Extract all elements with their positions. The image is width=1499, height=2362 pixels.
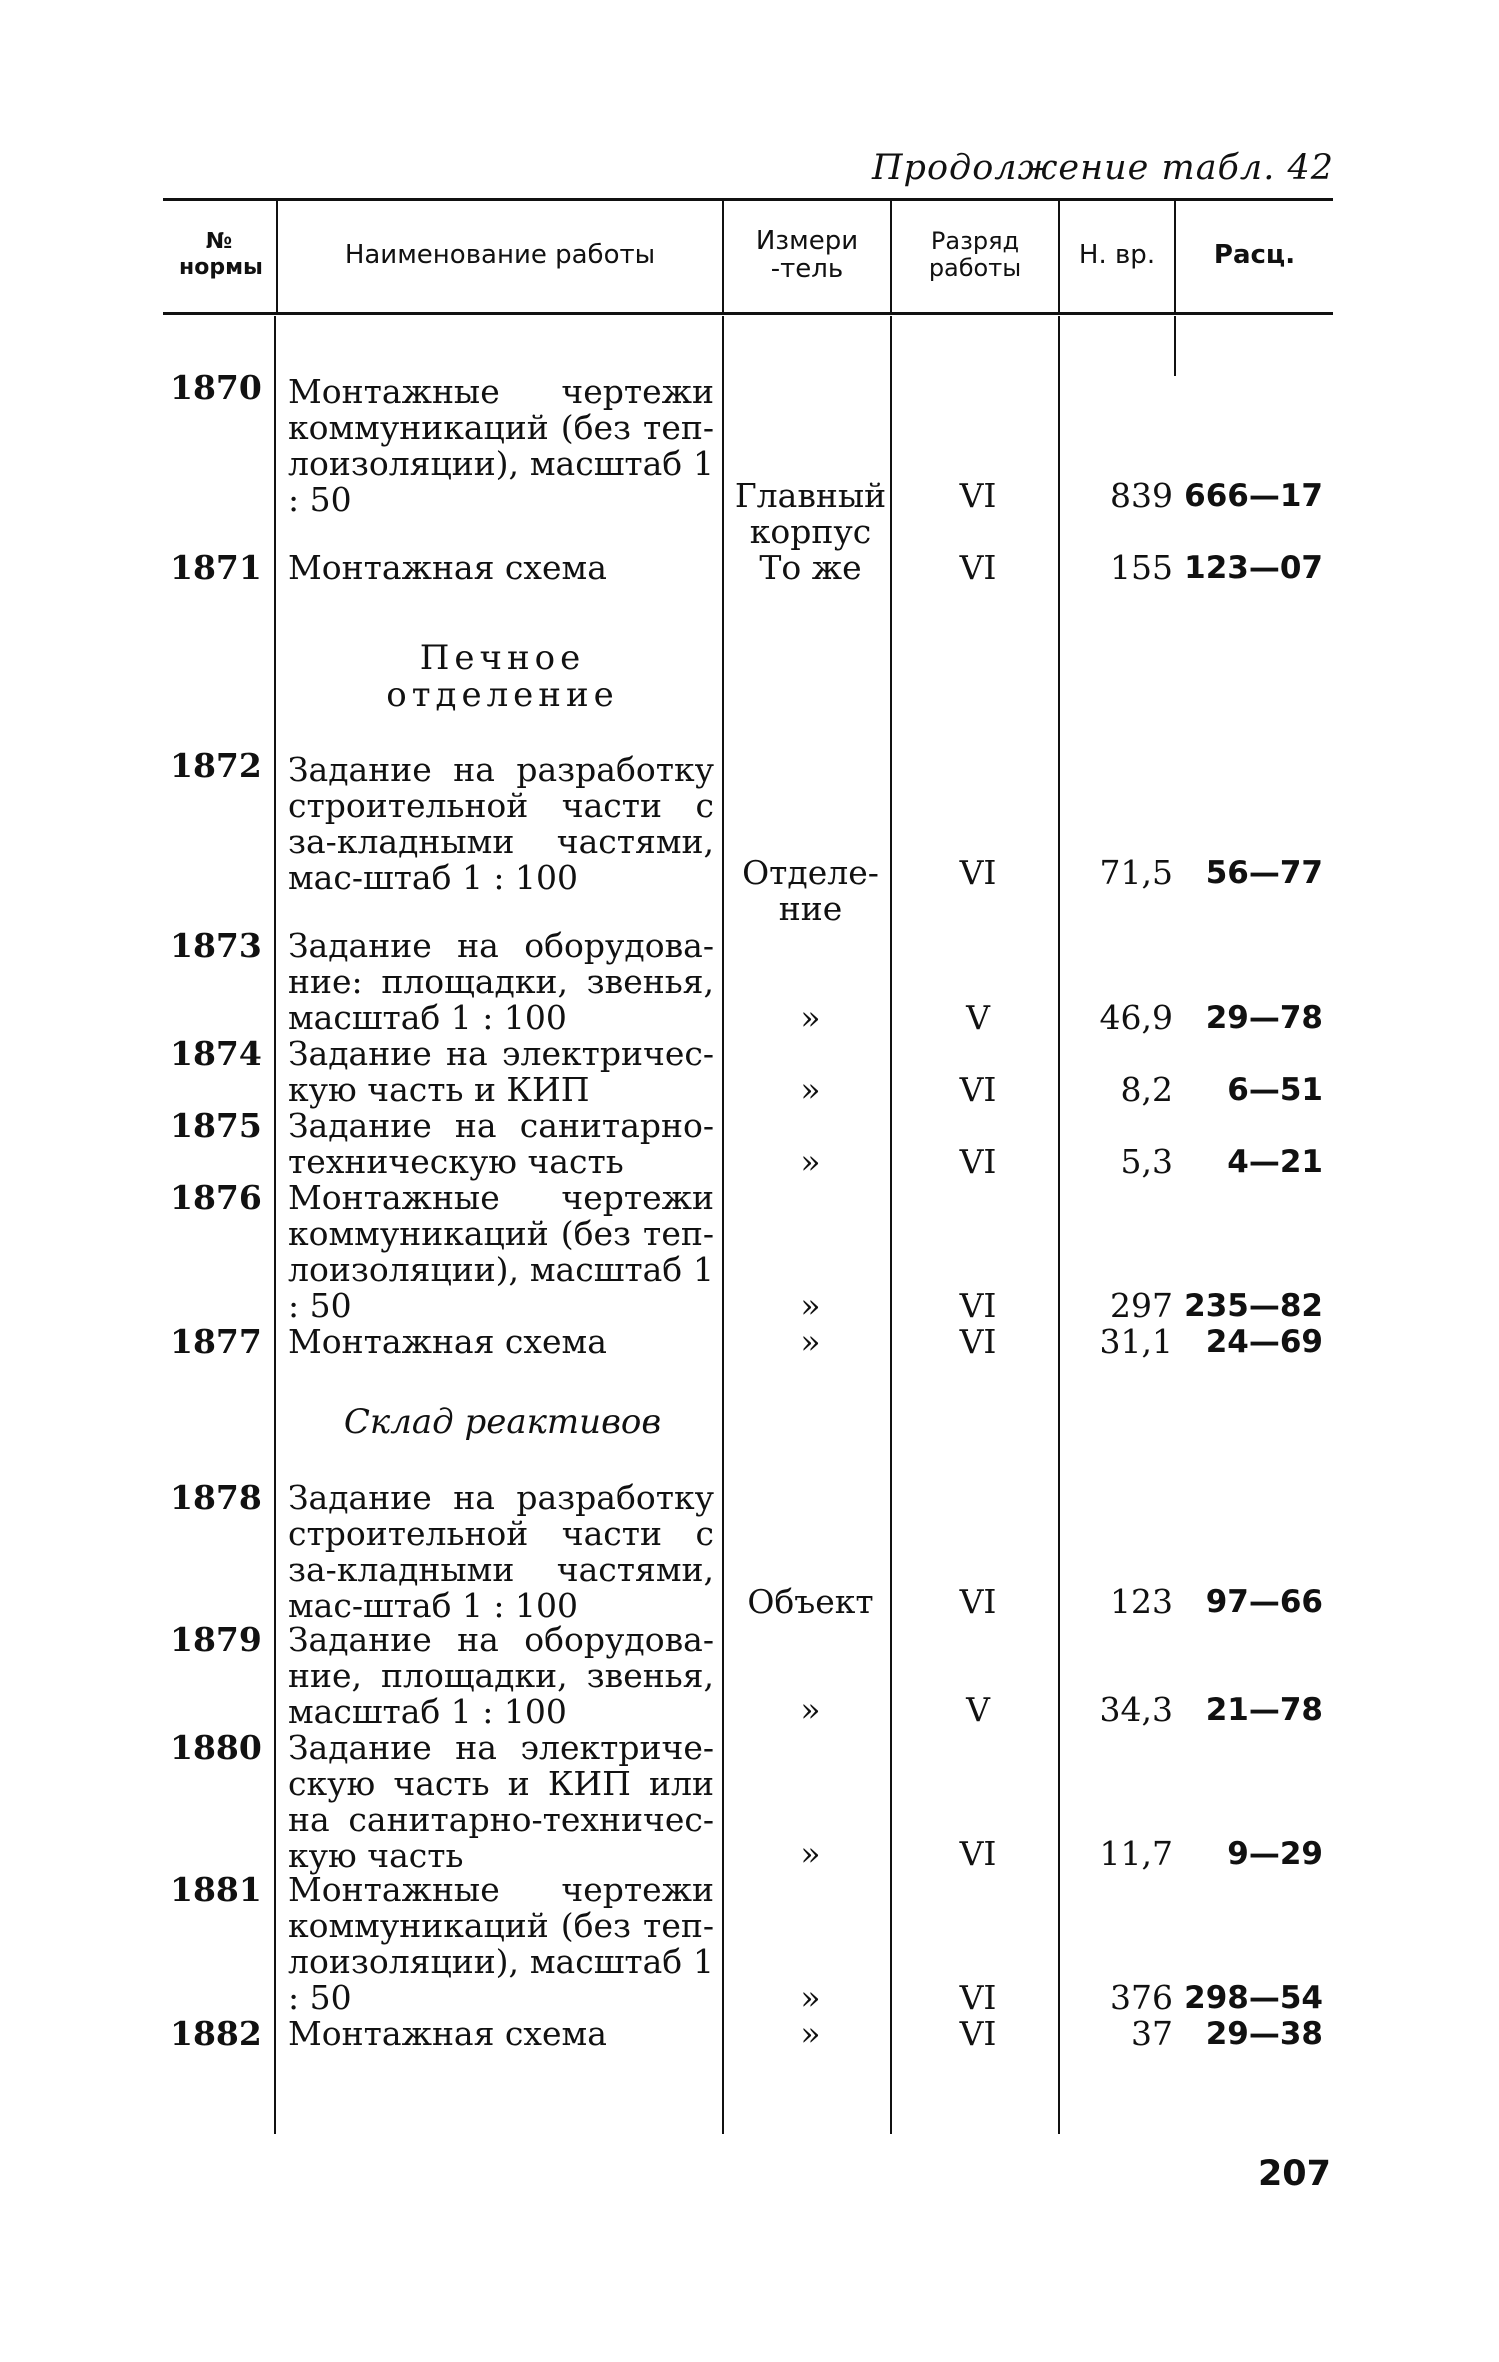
row-hours: 71,5: [1099, 853, 1173, 892]
row-number: 1870: [170, 368, 262, 407]
column-divider: [274, 316, 276, 2134]
row-grade: VI: [959, 1582, 997, 1621]
row-number: 1871: [170, 548, 262, 587]
header-rate: [1176, 200, 1333, 310]
row-work-name: Задание на электриче-скую часть и КИП или на санитарно-техничес-кую часть: [288, 1728, 714, 1875]
row-number: 1876: [170, 1178, 262, 1217]
row-work-name: Задание на разработку строительной части с за-кладными частями, мас-штаб 1 : 100: [288, 750, 714, 897]
row-hours: 46,9: [1099, 998, 1173, 1037]
row-rate: 24—69: [1205, 1324, 1323, 1360]
row-hours: 37: [1131, 2014, 1173, 2053]
row-number: 1877: [170, 1322, 262, 1361]
header-hours: [1060, 200, 1174, 310]
row-measure: Главный корпус: [734, 476, 887, 551]
row-rate: 56—77: [1205, 855, 1323, 891]
row-measure: Отделе-ние: [742, 853, 879, 928]
row-measure: »: [800, 1690, 821, 1729]
row-work-name: Задание на санитарно-техническую часть: [288, 1106, 714, 1181]
section-heading-reagent-store: Склад реактивов: [343, 1402, 662, 1442]
row-number: 1882: [170, 2014, 262, 2053]
row-measure: »: [800, 1322, 821, 1361]
row-measure: Объект: [747, 1582, 874, 1621]
row-work-name: Задание на электричес-кую часть и КИП: [288, 1034, 714, 1109]
row-grade: VI: [959, 1142, 997, 1181]
row-hours: 5,3: [1120, 1142, 1173, 1181]
row-grade: VI: [959, 548, 997, 587]
row-rate: 29—78: [1205, 1000, 1323, 1036]
row-rate: 666—17: [1184, 478, 1323, 514]
row-number: 1873: [170, 926, 262, 965]
row-number: 1872: [170, 746, 262, 785]
header-grade-label: Разряд работы: [928, 227, 1022, 282]
row-rate: 4—21: [1227, 1144, 1323, 1180]
row-grade: VI: [959, 1978, 997, 2017]
row-grade: VI: [959, 1070, 997, 1109]
row-hours: 31,1: [1099, 1322, 1173, 1361]
header-hours-label: Н. вр.: [1078, 240, 1156, 270]
row-rate: 29—38: [1205, 2016, 1323, 2052]
page-number: 207: [1257, 2154, 1331, 2194]
row-measure: »: [800, 1978, 821, 2017]
row-measure: »: [800, 1070, 821, 1109]
section-heading-furnace-line1: Печное: [419, 638, 586, 678]
row-work-name: Монтажные чертежи коммуникаций (без теп-лоизоляции), масштаб 1 : 50: [288, 372, 714, 519]
header-name: [278, 200, 722, 310]
row-number: 1879: [170, 1620, 262, 1659]
row-rate: 9—29: [1227, 1836, 1323, 1872]
row-hours: 155: [1110, 548, 1173, 587]
row-measure: »: [800, 1834, 821, 1873]
row-grade: VI: [959, 2014, 997, 2053]
row-work-name: Монтажные чертежи коммуникаций (без теп-лоизоляции), масштаб 1 : 50: [288, 1870, 714, 2017]
row-hours: 8,2: [1120, 1070, 1173, 1109]
row-grade: VI: [959, 1322, 997, 1361]
header-bottom-rule: [163, 312, 1333, 315]
row-measure: »: [800, 998, 821, 1037]
row-work-name: Монтажная схема: [288, 1322, 607, 1361]
row-hours: 34,3: [1099, 1690, 1173, 1729]
row-work-name: Монтажные чертежи коммуникаций (без теп-лоизоляции), масштаб 1 : 50: [288, 1178, 714, 1325]
row-measure: »: [800, 1142, 821, 1181]
row-measure: »: [800, 2014, 821, 2053]
row-work-name: Задание на оборудова-ние, площадки, звенья, масштаб 1 : 100: [288, 1620, 714, 1731]
row-grade: V: [966, 998, 990, 1037]
row-hours: 123: [1110, 1582, 1173, 1621]
header-grade: [892, 200, 1058, 310]
row-number: 1880: [170, 1728, 262, 1767]
row-grade: V: [966, 1690, 990, 1729]
row-work-name: Монтажная схема: [288, 548, 607, 587]
row-number: 1874: [170, 1034, 262, 1073]
header-rate-label: Расц.: [1213, 240, 1296, 270]
section-heading-furnace-line2: отделение: [386, 675, 619, 715]
row-hours: 376: [1110, 1978, 1173, 2017]
row-work-name: Задание на разработку строительной части с за-кладными частями, мас-штаб 1 : 100: [288, 1478, 714, 1625]
row-measure: »: [800, 1286, 821, 1325]
row-hours: 839: [1110, 476, 1173, 515]
row-number: 1878: [170, 1478, 262, 1517]
header-num: [163, 200, 275, 310]
row-grade: VI: [959, 1286, 997, 1325]
row-hours: 297: [1110, 1286, 1173, 1325]
row-work-name: Задание на оборудова-ние: площадки, звенья, масштаб 1 : 100: [288, 926, 714, 1037]
row-hours: 11,7: [1099, 1834, 1173, 1873]
header-measure-label: Измери-тель: [755, 226, 859, 284]
row-rate: 6—51: [1227, 1072, 1323, 1108]
column-divider: [1174, 316, 1176, 376]
table-continuation-caption: Продолжение табл. 42: [872, 148, 1334, 188]
row-work-name: Монтажная схема: [288, 2014, 607, 2053]
row-number: 1881: [170, 1870, 262, 1909]
row-number: 1875: [170, 1106, 262, 1145]
row-grade: VI: [959, 1834, 997, 1873]
row-rate: 235—82: [1184, 1288, 1323, 1324]
row-measure: То же: [759, 548, 862, 587]
header-measure: [724, 200, 890, 310]
row-grade: VI: [959, 476, 997, 515]
column-divider: [722, 316, 724, 2134]
row-rate: 298—54: [1184, 1980, 1323, 2016]
row-rate: 97—66: [1205, 1584, 1323, 1620]
row-rate: 21—78: [1205, 1692, 1323, 1728]
header-name-label: Наименование работы: [344, 240, 656, 270]
row-grade: VI: [959, 853, 997, 892]
row-rate: 123—07: [1184, 550, 1323, 586]
header-num-label: № нормы: [179, 229, 263, 280]
